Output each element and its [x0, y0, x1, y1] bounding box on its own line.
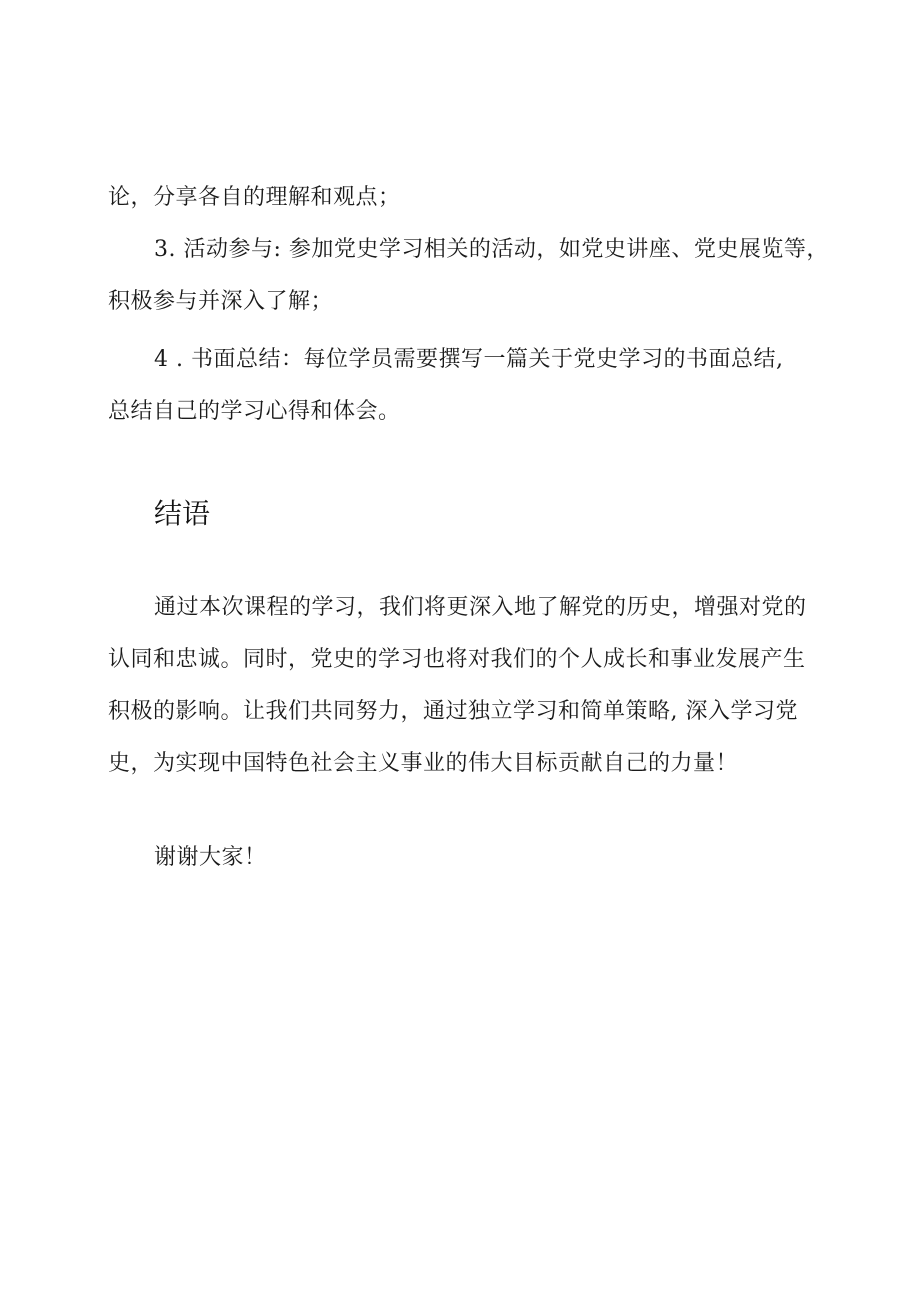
text-line: 总结自己的学习心得和体会。: [108, 399, 401, 424]
text-line: 4 . 书面总结：每位学员需要撰写一篇关于党史学习的书面总结,: [154, 347, 784, 372]
paragraph-activity-participation: [108, 224, 828, 328]
text-line: 通过本次课程的学习，我们将更深入地了解党的历史，增强对党的: [154, 595, 807, 620]
paragraph-conclusion: [108, 582, 828, 790]
text-line: 论，分享各自的理解和观点；: [108, 185, 401, 210]
text-line: 认同和忠诚。同时，党史的学习也将对我们的个人成长和事业发展产生: [108, 647, 806, 672]
text-line: 史，为实现中国特色社会主义事业的伟大目标贡献自己的力量！: [108, 751, 739, 776]
paragraph-thanks: [108, 832, 828, 884]
text-line: 积极参与并深入了解；: [108, 289, 334, 314]
section-heading-conclusion: 结语: [154, 497, 211, 530]
paragraph-discussion-continued: [108, 172, 828, 224]
text-line: 积极的影响。让我们共同努力，通过独立学习和简单策略, 深入学习党: [108, 699, 798, 724]
text-line: 3. 活动参与: 参加党史学习相关的活动，如党史讲座、党史展览等，: [154, 237, 829, 262]
text-line: 谢谢大家！: [154, 845, 267, 870]
paragraph-written-summary: [108, 334, 828, 438]
